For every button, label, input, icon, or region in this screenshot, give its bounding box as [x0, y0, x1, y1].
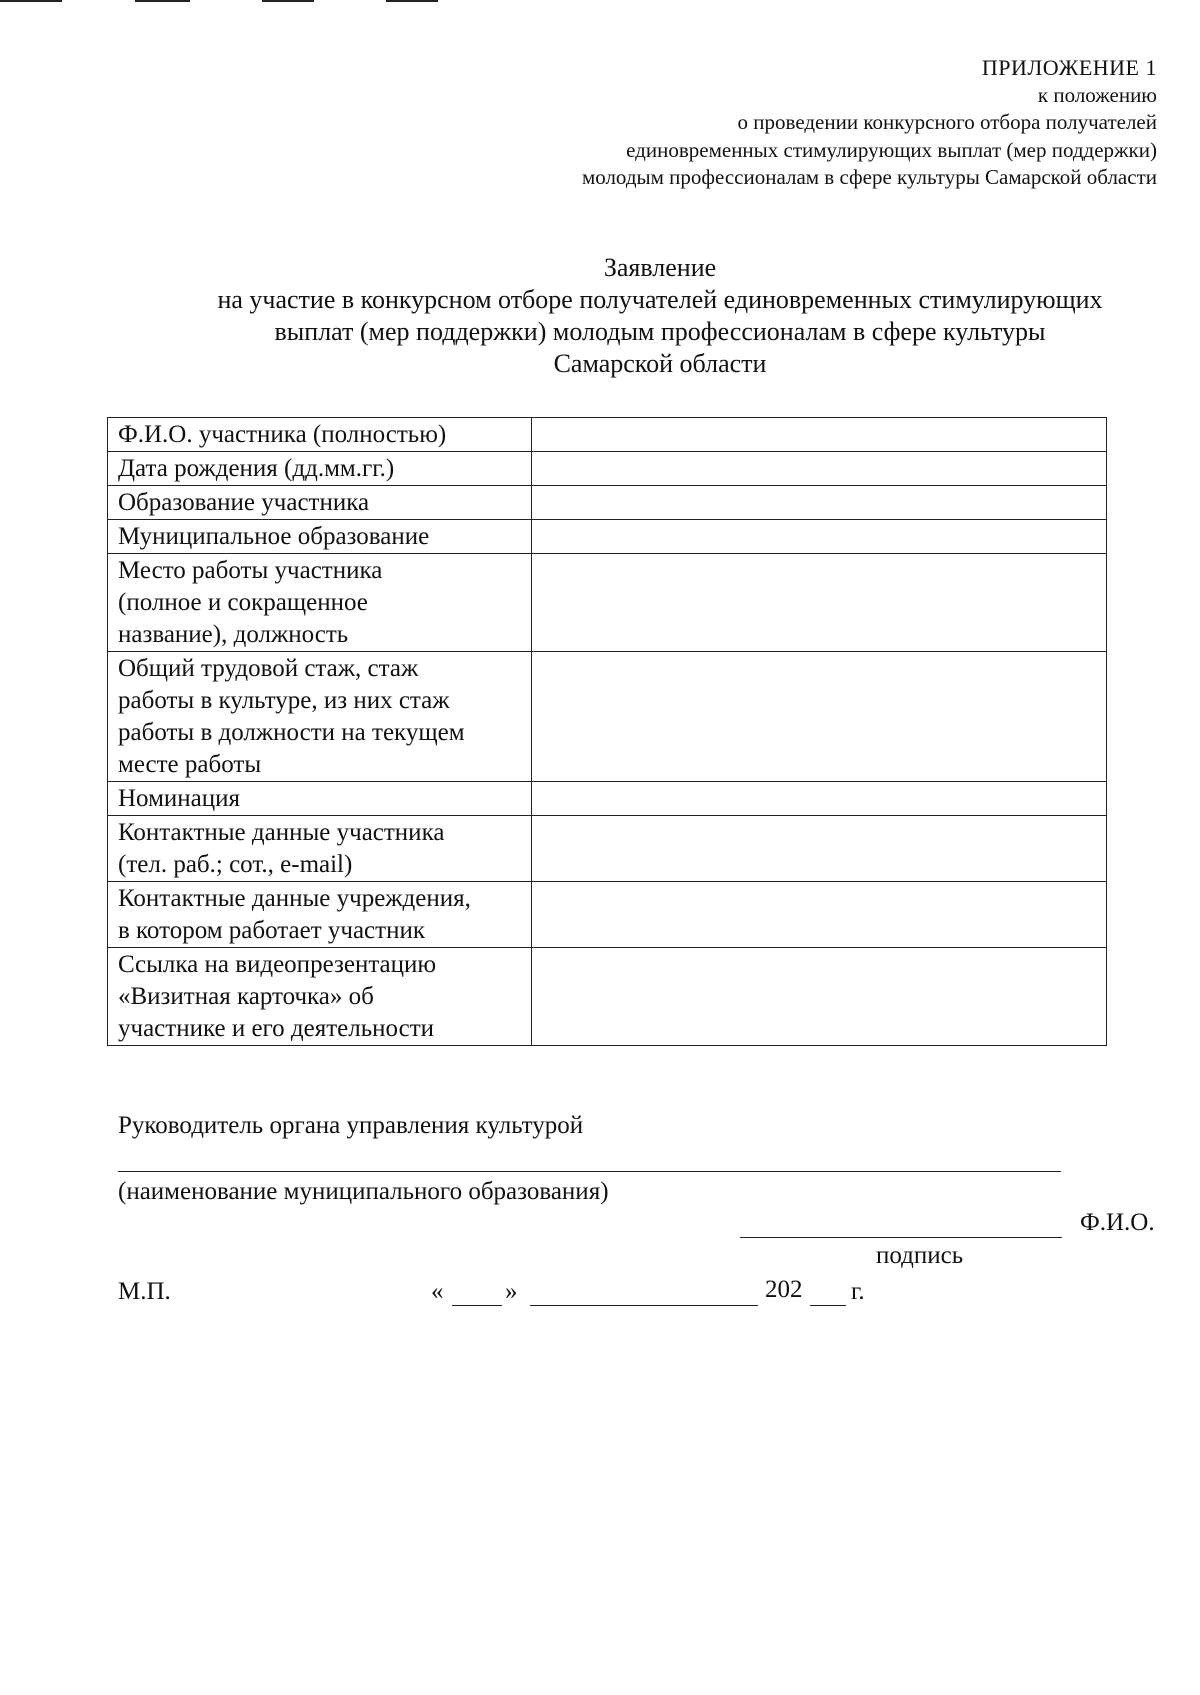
form-row: [108, 782, 1107, 816]
form-row-value-field[interactable]: [532, 486, 1107, 520]
label-line: Ф.И.О. участника (полностью): [118, 421, 447, 448]
form-row: [108, 520, 1107, 554]
label-line: работы в культуре, из них стаж: [118, 687, 450, 714]
heading-line: Самарской области: [553, 349, 767, 378]
label-line: Место работы участника: [118, 557, 383, 584]
form-row: [108, 948, 1107, 1046]
label-line: Ссылка на видеопрезентацию: [118, 951, 437, 978]
label-line: в котором работает участник: [118, 917, 425, 944]
label-line: «Визитная карточка» об: [118, 983, 374, 1010]
label-line: Номинация: [118, 785, 241, 812]
label-line: (тел. раб.; сот., e-mail): [118, 851, 353, 878]
label-line: месте работы: [118, 751, 262, 778]
form-row: [108, 882, 1107, 948]
month-blank[interactable]: [530, 1305, 758, 1306]
form-row-label: [108, 948, 532, 1046]
form-row-value-field[interactable]: [532, 554, 1107, 652]
label-line: Муниципальное образование: [118, 523, 430, 550]
form-row: [108, 554, 1107, 652]
form-row: [108, 418, 1107, 452]
appendix-line: молодым профессионалам в сфере культуры Самарской области: [581, 165, 1157, 189]
form-table-body: [108, 418, 1107, 1046]
signature-line[interactable]: [740, 1237, 1062, 1238]
form-row-label: [108, 882, 532, 948]
appendix-title: ПРИЛОЖЕНИЕ 1: [981, 55, 1157, 80]
fio-label: Ф.И.О.: [1080, 1209, 1155, 1236]
document-title: Заявление: [603, 253, 717, 282]
form-row-value-field[interactable]: [532, 782, 1107, 816]
day-blank[interactable]: [452, 1305, 502, 1306]
form-row-value-field[interactable]: [532, 948, 1107, 1046]
edge-mark: [386, 0, 438, 2]
label-line: Дата рождения (дд.мм.гг.): [118, 455, 395, 482]
appendix-line: к положению: [1037, 82, 1157, 107]
appendix-line: единовременных стимулирующих выплат (мер поддержки): [626, 137, 1157, 162]
form-row-value-field[interactable]: [532, 520, 1107, 554]
form-row: [108, 486, 1107, 520]
label-line: работы в должности на текущем: [118, 719, 465, 746]
heading-line: на участие в конкурсном отборе получателей единовременных стимулирующих: [217, 285, 1103, 314]
form-row-label: [108, 418, 532, 452]
label-line: участнике и его деятельности: [118, 1015, 435, 1042]
label-line: Образование участника: [118, 489, 370, 516]
form-row-value-field[interactable]: [532, 882, 1107, 948]
year-prefix: 202: [765, 1276, 803, 1303]
date-open-quote: «: [431, 1278, 444, 1305]
stamp-label: М.П.: [118, 1278, 171, 1305]
form-row-label: [108, 486, 532, 520]
document-heading: [160, 252, 1160, 380]
heading-line: выплат (мер поддержки) молодым профессионалам в сфере культуры: [274, 317, 1046, 346]
label-line: Контактные данные участника: [118, 819, 445, 846]
appendix-header: [582, 54, 1157, 192]
form-row-label: [108, 652, 532, 782]
year-suffix: г.: [851, 1278, 865, 1305]
head-of-culture-label: Руководитель органа управления культурой: [118, 1112, 584, 1139]
date-close-quote: »: [505, 1278, 518, 1305]
form-row: [108, 452, 1107, 486]
edge-mark: [0, 0, 62, 2]
form-row-label: [108, 554, 532, 652]
appendix-line: о проведении конкурсного отбора получателей: [737, 110, 1157, 134]
municipality-caption: (наименование муниципального образования): [118, 1178, 609, 1205]
label-line: Контактные данные учреждения,: [118, 885, 471, 912]
form-row-value-field[interactable]: [532, 452, 1107, 486]
edge-mark: [262, 0, 314, 2]
form-row-value-field[interactable]: [532, 418, 1107, 452]
application-form-table: [107, 417, 1107, 1046]
form-row: [108, 652, 1107, 782]
form-row-value-field[interactable]: [532, 652, 1107, 782]
form-row: [108, 816, 1107, 882]
form-row-label: [108, 452, 532, 486]
label-line: название), должность: [118, 621, 349, 648]
label-line: (полное и сокращенное: [118, 589, 368, 616]
form-row-value-field[interactable]: [532, 816, 1107, 882]
form-row-label: [108, 782, 532, 816]
label-line: Общий трудовой стаж, стаж: [118, 655, 419, 682]
signature-caption: подпись: [876, 1242, 964, 1269]
year-blank[interactable]: [810, 1305, 846, 1306]
municipality-name-line[interactable]: [118, 1171, 1061, 1172]
edge-mark: [135, 0, 190, 2]
form-row-label: [108, 816, 532, 882]
form-row-label: [108, 520, 532, 554]
